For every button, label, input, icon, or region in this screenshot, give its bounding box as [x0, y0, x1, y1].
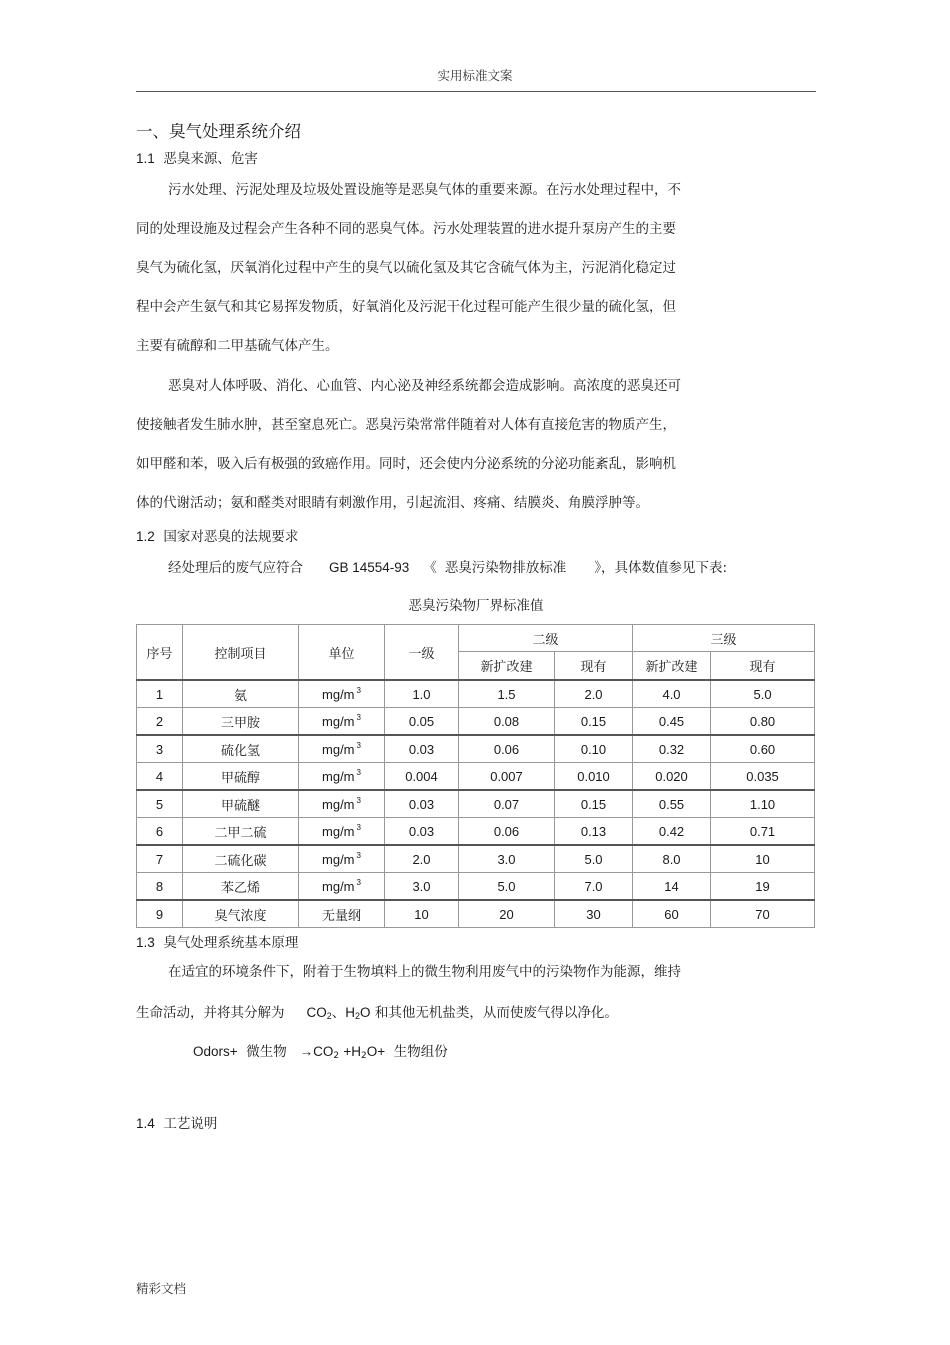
bracket-open: 《: [423, 560, 437, 576]
cell-item: 甲硫醚: [183, 790, 299, 818]
page-header: 实用标准文案: [437, 68, 513, 83]
regulation-line: [168, 556, 727, 576]
cell-level2-new: 0.06: [459, 735, 555, 763]
cell-level1: 0.03: [385, 735, 459, 763]
header-rule: [136, 91, 816, 92]
cell-level3-new: 0.42: [633, 818, 711, 846]
heading-1-3: [136, 931, 298, 951]
cell-level3-new: 60: [633, 900, 711, 928]
cell-level2-new: 1.5: [459, 680, 555, 708]
cell-level2-existing: 0.15: [555, 708, 633, 736]
col-level2-new: 新扩改建: [459, 652, 555, 681]
cell-level2-new: 5.0: [459, 873, 555, 901]
col-item: 控制项目: [183, 625, 299, 681]
cell-item: 苯乙烯: [183, 873, 299, 901]
heading-1-1: [136, 147, 258, 167]
table-row: [137, 900, 815, 928]
table-row: [137, 763, 815, 791]
cell-level3-new: 14: [633, 873, 711, 901]
standard-code: GB 14554-93: [329, 560, 410, 575]
paragraph-line: 生命活动，并将其分解为 $CO_2$、$H_2O$ 和其他无机盐类，从而使废气得以净化。: [136, 1005, 618, 1021]
reaction-equation: Odors+ 微生物 $\to CO_2 +H_2O+$ 生物组份: [193, 1044, 448, 1061]
cell-level2-existing: 0.13: [555, 818, 633, 846]
cell-level2-new: 20: [459, 900, 555, 928]
table-row: [137, 790, 815, 818]
cell-level2-existing: 0.15: [555, 790, 633, 818]
cell-level3-existing: 0.60: [711, 735, 815, 763]
cell-seq: 1: [137, 680, 183, 708]
cell-level2-new: 0.007: [459, 763, 555, 791]
cell-unit: mg/m $^3$: [299, 790, 385, 818]
col-level3: 三级: [633, 625, 815, 652]
heading-text: 臭气处理系统基本原理: [163, 935, 299, 951]
cell-level2-existing: 30: [555, 900, 633, 928]
standard-name: 恶臭污染物排放标准: [444, 560, 567, 576]
cell-unit: mg/m $^3$: [299, 708, 385, 736]
paragraph-line: 使接触者发生肺水肿，甚至窒息死亡。恶臭污染常常伴随着对人体有直接危害的物质产生，: [136, 417, 676, 433]
cell-unit: mg/m $^3$: [299, 763, 385, 791]
cell-level3-existing: 10: [711, 845, 815, 873]
paragraph-line: 如甲醛和苯，吸入后有极强的致癌作用。同时，还会使内分泌系统的分泌功能紊乱，影响机: [136, 456, 676, 472]
cell-level3-existing: 0.80: [711, 708, 815, 736]
paragraph-line: 体的代谢活动；氨和醛类对眼睛有刺激作用，引起流泪、疼痛、结膜炎、角膜浮肿等。: [136, 495, 649, 511]
principle-text-b: 和其他无机盐类，从而使废气得以净化。: [374, 1005, 618, 1021]
h2o-text: $H_2O$: [345, 1005, 371, 1021]
cell-item: 二硫化碳: [183, 845, 299, 873]
cell-level2-new: 0.08: [459, 708, 555, 736]
cell-unit: 无量纲: [299, 900, 385, 928]
cell-level3-existing: 0.71: [711, 818, 815, 846]
heading-text: 工艺说明: [163, 1116, 218, 1132]
cell-level1: 1.0: [385, 680, 459, 708]
table-header-row: [137, 625, 815, 652]
cell-seq: 4: [137, 763, 183, 791]
page-footer: 精彩文档: [136, 1281, 187, 1296]
table-row: [137, 680, 815, 708]
cell-seq: 3: [137, 735, 183, 763]
paragraph-line: 臭气为硫化氢，厌氧消化过程中产生的臭气以硫化氢及其它含硫气体为主，污泥消化稳定过: [136, 260, 676, 276]
paragraph-line: 恶臭对人体呼吸、消化、心血管、内心泌及神经系统都会造成影响。高浓度的恶臭还可: [168, 378, 681, 394]
heading-number: 1.3: [136, 935, 155, 950]
cell-unit: mg/m $^3$: [299, 735, 385, 763]
heading-number: 1.2: [136, 529, 155, 544]
table-row: [137, 735, 815, 763]
cell-seq: 8: [137, 873, 183, 901]
col-level3-existing: 现有: [711, 652, 815, 681]
heading-text: 国家对恶臭的法规要求: [163, 529, 299, 545]
cell-level1: 0.05: [385, 708, 459, 736]
cell-level2-existing: 7.0: [555, 873, 633, 901]
cell-level1: 2.0: [385, 845, 459, 873]
cell-level1: 0.03: [385, 818, 459, 846]
heading-1-2: [136, 525, 298, 545]
heading-number: 1.4: [136, 1116, 155, 1131]
cell-level2-new: 3.0: [459, 845, 555, 873]
col-seq: 序号: [137, 625, 183, 681]
odor-standard-table: [136, 624, 815, 928]
cell-item: 甲硫醇: [183, 763, 299, 791]
cell-level1: 10: [385, 900, 459, 928]
cell-level2-new: 0.06: [459, 818, 555, 846]
cell-seq: 9: [137, 900, 183, 928]
cell-item: 三甲胺: [183, 708, 299, 736]
principle-text-a: 生命活动，并将其分解为: [136, 1005, 285, 1021]
col-level2: 二级: [459, 625, 633, 652]
table-row: [137, 818, 815, 846]
cell-level3-new: 0.32: [633, 735, 711, 763]
cell-level3-existing: 5.0: [711, 680, 815, 708]
col-unit: 单位: [299, 625, 385, 681]
paragraph-line: 在适宜的环境条件下，附着于生物填料上的微生物利用废气中的污染物作为能源，维持: [168, 964, 681, 980]
cell-level3-existing: 19: [711, 873, 815, 901]
section-title: 一、臭气处理系统介绍: [136, 122, 301, 141]
cell-item: 氨: [183, 680, 299, 708]
cell-level3-new: 8.0: [633, 845, 711, 873]
paragraph-line: 程中会产生氨气和其它易挥发物质，好氧消化及污泥干化过程可能产生很少量的硫化氢，但: [136, 299, 676, 315]
paragraph-line: 主要有硫醇和二甲基硫气体产生。: [136, 338, 339, 354]
cell-level2-existing: 5.0: [555, 845, 633, 873]
table-caption: 恶臭污染物厂界标准值: [408, 598, 544, 614]
cell-unit: mg/m $^3$: [299, 873, 385, 901]
cell-level1: 3.0: [385, 873, 459, 901]
cell-level1: 0.004: [385, 763, 459, 791]
cell-level2-existing: 2.0: [555, 680, 633, 708]
cell-seq: 5: [137, 790, 183, 818]
cell-item: 臭气浓度: [183, 900, 299, 928]
col-level1: 一级: [385, 625, 459, 681]
regulation-text-a: 经处理后的废气应符合: [168, 560, 303, 576]
heading-1-4: [136, 1112, 217, 1132]
table-row: [137, 873, 815, 901]
cell-item: 硫化氢: [183, 735, 299, 763]
table-row: [137, 845, 815, 873]
table-row: [137, 708, 815, 736]
cell-level2-new: 0.07: [459, 790, 555, 818]
cell-level3-existing: 70: [711, 900, 815, 928]
cell-level3-existing: 1.10: [711, 790, 815, 818]
regulation-text-e: 》，具体数值参见下表:: [594, 560, 728, 576]
paragraph-line: 污水处理、污泥处理及垃圾处置设施等是恶臭气体的重要来源。在污水处理过程中，不: [168, 182, 681, 198]
cell-item: 二甲二硫: [183, 818, 299, 846]
cell-level3-new: 4.0: [633, 680, 711, 708]
cell-level3-new: 0.55: [633, 790, 711, 818]
cell-level2-existing: 0.010: [555, 763, 633, 791]
heading-number: 1.1: [136, 151, 155, 166]
cell-level3-new: 0.45: [633, 708, 711, 736]
cell-seq: 2: [137, 708, 183, 736]
cell-level2-existing: 0.10: [555, 735, 633, 763]
col-level2-existing: 现有: [555, 652, 633, 681]
cell-seq: 7: [137, 845, 183, 873]
cell-unit: mg/m $^3$: [299, 845, 385, 873]
heading-text: 恶臭来源、危害: [163, 151, 258, 167]
cell-unit: mg/m $^3$: [299, 818, 385, 846]
cell-unit: mg/m $^3$: [299, 680, 385, 708]
cell-level3-new: 0.020: [633, 763, 711, 791]
col-level3-new: 新扩改建: [633, 652, 711, 681]
cell-level1: 0.03: [385, 790, 459, 818]
co2-text: $CO_2$: [306, 1005, 332, 1021]
paragraph-line: 同的处理设施及过程会产生各种不同的恶臭气体。污水处理装置的进水提升泵房产生的主要: [136, 221, 676, 237]
cell-seq: 6: [137, 818, 183, 846]
cell-level3-existing: 0.035: [711, 763, 815, 791]
